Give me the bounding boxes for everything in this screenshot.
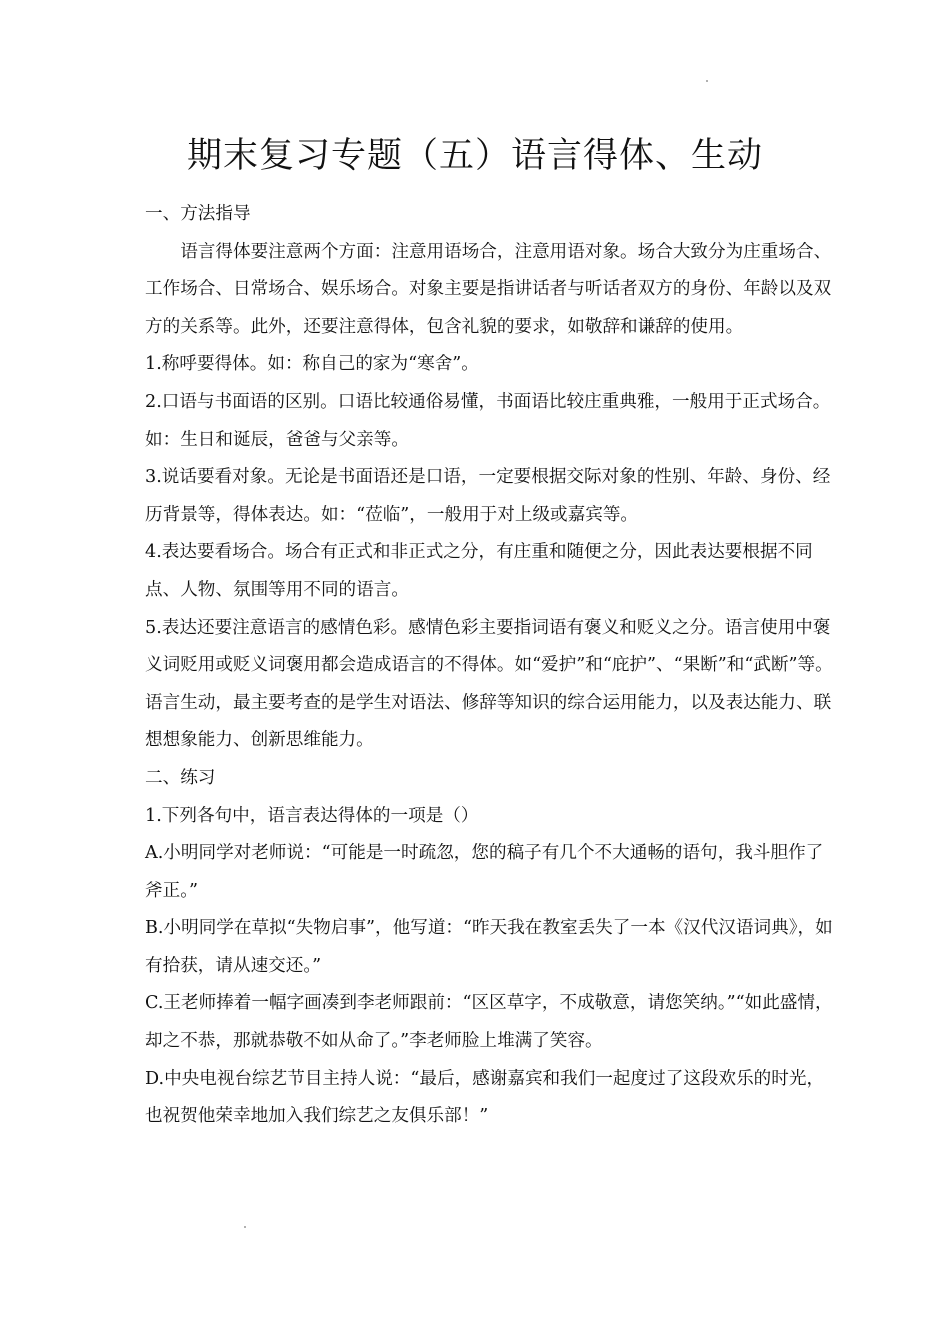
section-heading-method: 一、方法指导	[145, 204, 251, 224]
method-point-2: 2.口语与书面语的区别。口语比较通俗易懂，书面语比较庄重典雅，一般用于正式场合。如：生日和诞辰，爸爸与父亲等。	[145, 391, 831, 450]
document-body	[145, 196, 835, 1136]
scan-speck	[706, 80, 708, 82]
method-intro-paragraph: 语言得体要注意两个方面：注意用语场合，注意用语对象。场合大致分为庄重场合、工作场合、日常场合、娱乐场合。对象主要是指讲话者与听话者双方的身份、年龄以及双方的关系等。此外，还要注意得体，包含礼貌的要求，如敬辞和谦辞的使用。	[145, 241, 832, 337]
question-1-option-c: C.王老师捧着一幅字画凑到李老师跟前：“区区草字，不成敬意，请您笑纳。”“如此盛情，却之不恭，那就恭敬不如从命了。”李老师脸上堆满了笑容。	[145, 993, 833, 1052]
section-heading-practice: 二、练习	[145, 767, 216, 788]
page-title: 期末复习专题（五）语言得体、生动	[186, 136, 763, 176]
method-point-5: 5.表达还要注意语言的感情色彩。感情色彩主要指词语有褒义和贬义之分。语言使用中褒义词贬用或贬义词褒用都会造成语言的不得体。如“爱护”和“庇护”、“果断”和“武断”等。	[145, 617, 833, 676]
method-point-1: 1.称呼要得体。如：称自己的家为“寒舍”。	[145, 354, 479, 375]
question-1-option-a: A.小明同学对老师说：“可能是一时疏忽，您的稿子有几个不大通畅的语句，我斗胆作了斧正。”	[145, 843, 824, 901]
question-1-stem: 1.下列各句中，语言表达得体的一项是（）	[145, 805, 479, 826]
question-1-option-b: B.小明同学在草拟“失物启事”，他写道：“昨天我在教室丢失了一本《汉代汉语词典》，如有拾获，请从速交还。”	[145, 918, 833, 976]
scan-speck	[244, 1226, 246, 1228]
vivid-language-paragraph: 语言生动，最主要考查的是学生对语法、修辞等知识的综合运用能力，以及表达能力、联想想象能力、创新思维能力。	[145, 692, 832, 751]
method-point-4: 4.表达要看场合。场合有正式和非正式之分，有庄重和随便之分，因此表达要根据不同点、人物、氛围等用不同的语言。	[145, 542, 813, 600]
question-1-option-d: D.中央电视台综艺节目主持人说：“最后，感谢嘉宾和我们一起度过了这段欢乐的时光，也祝贺他荣幸地加入我们综艺之友俱乐部！”	[145, 1068, 825, 1127]
method-point-3: 3.说话要看对象。无论是书面语还是口语，一定要根据交际对象的性别、年龄、身份、经历背景等，得体表达。如：“莅临”，一般用于对上级或嘉宾等。	[145, 467, 831, 525]
